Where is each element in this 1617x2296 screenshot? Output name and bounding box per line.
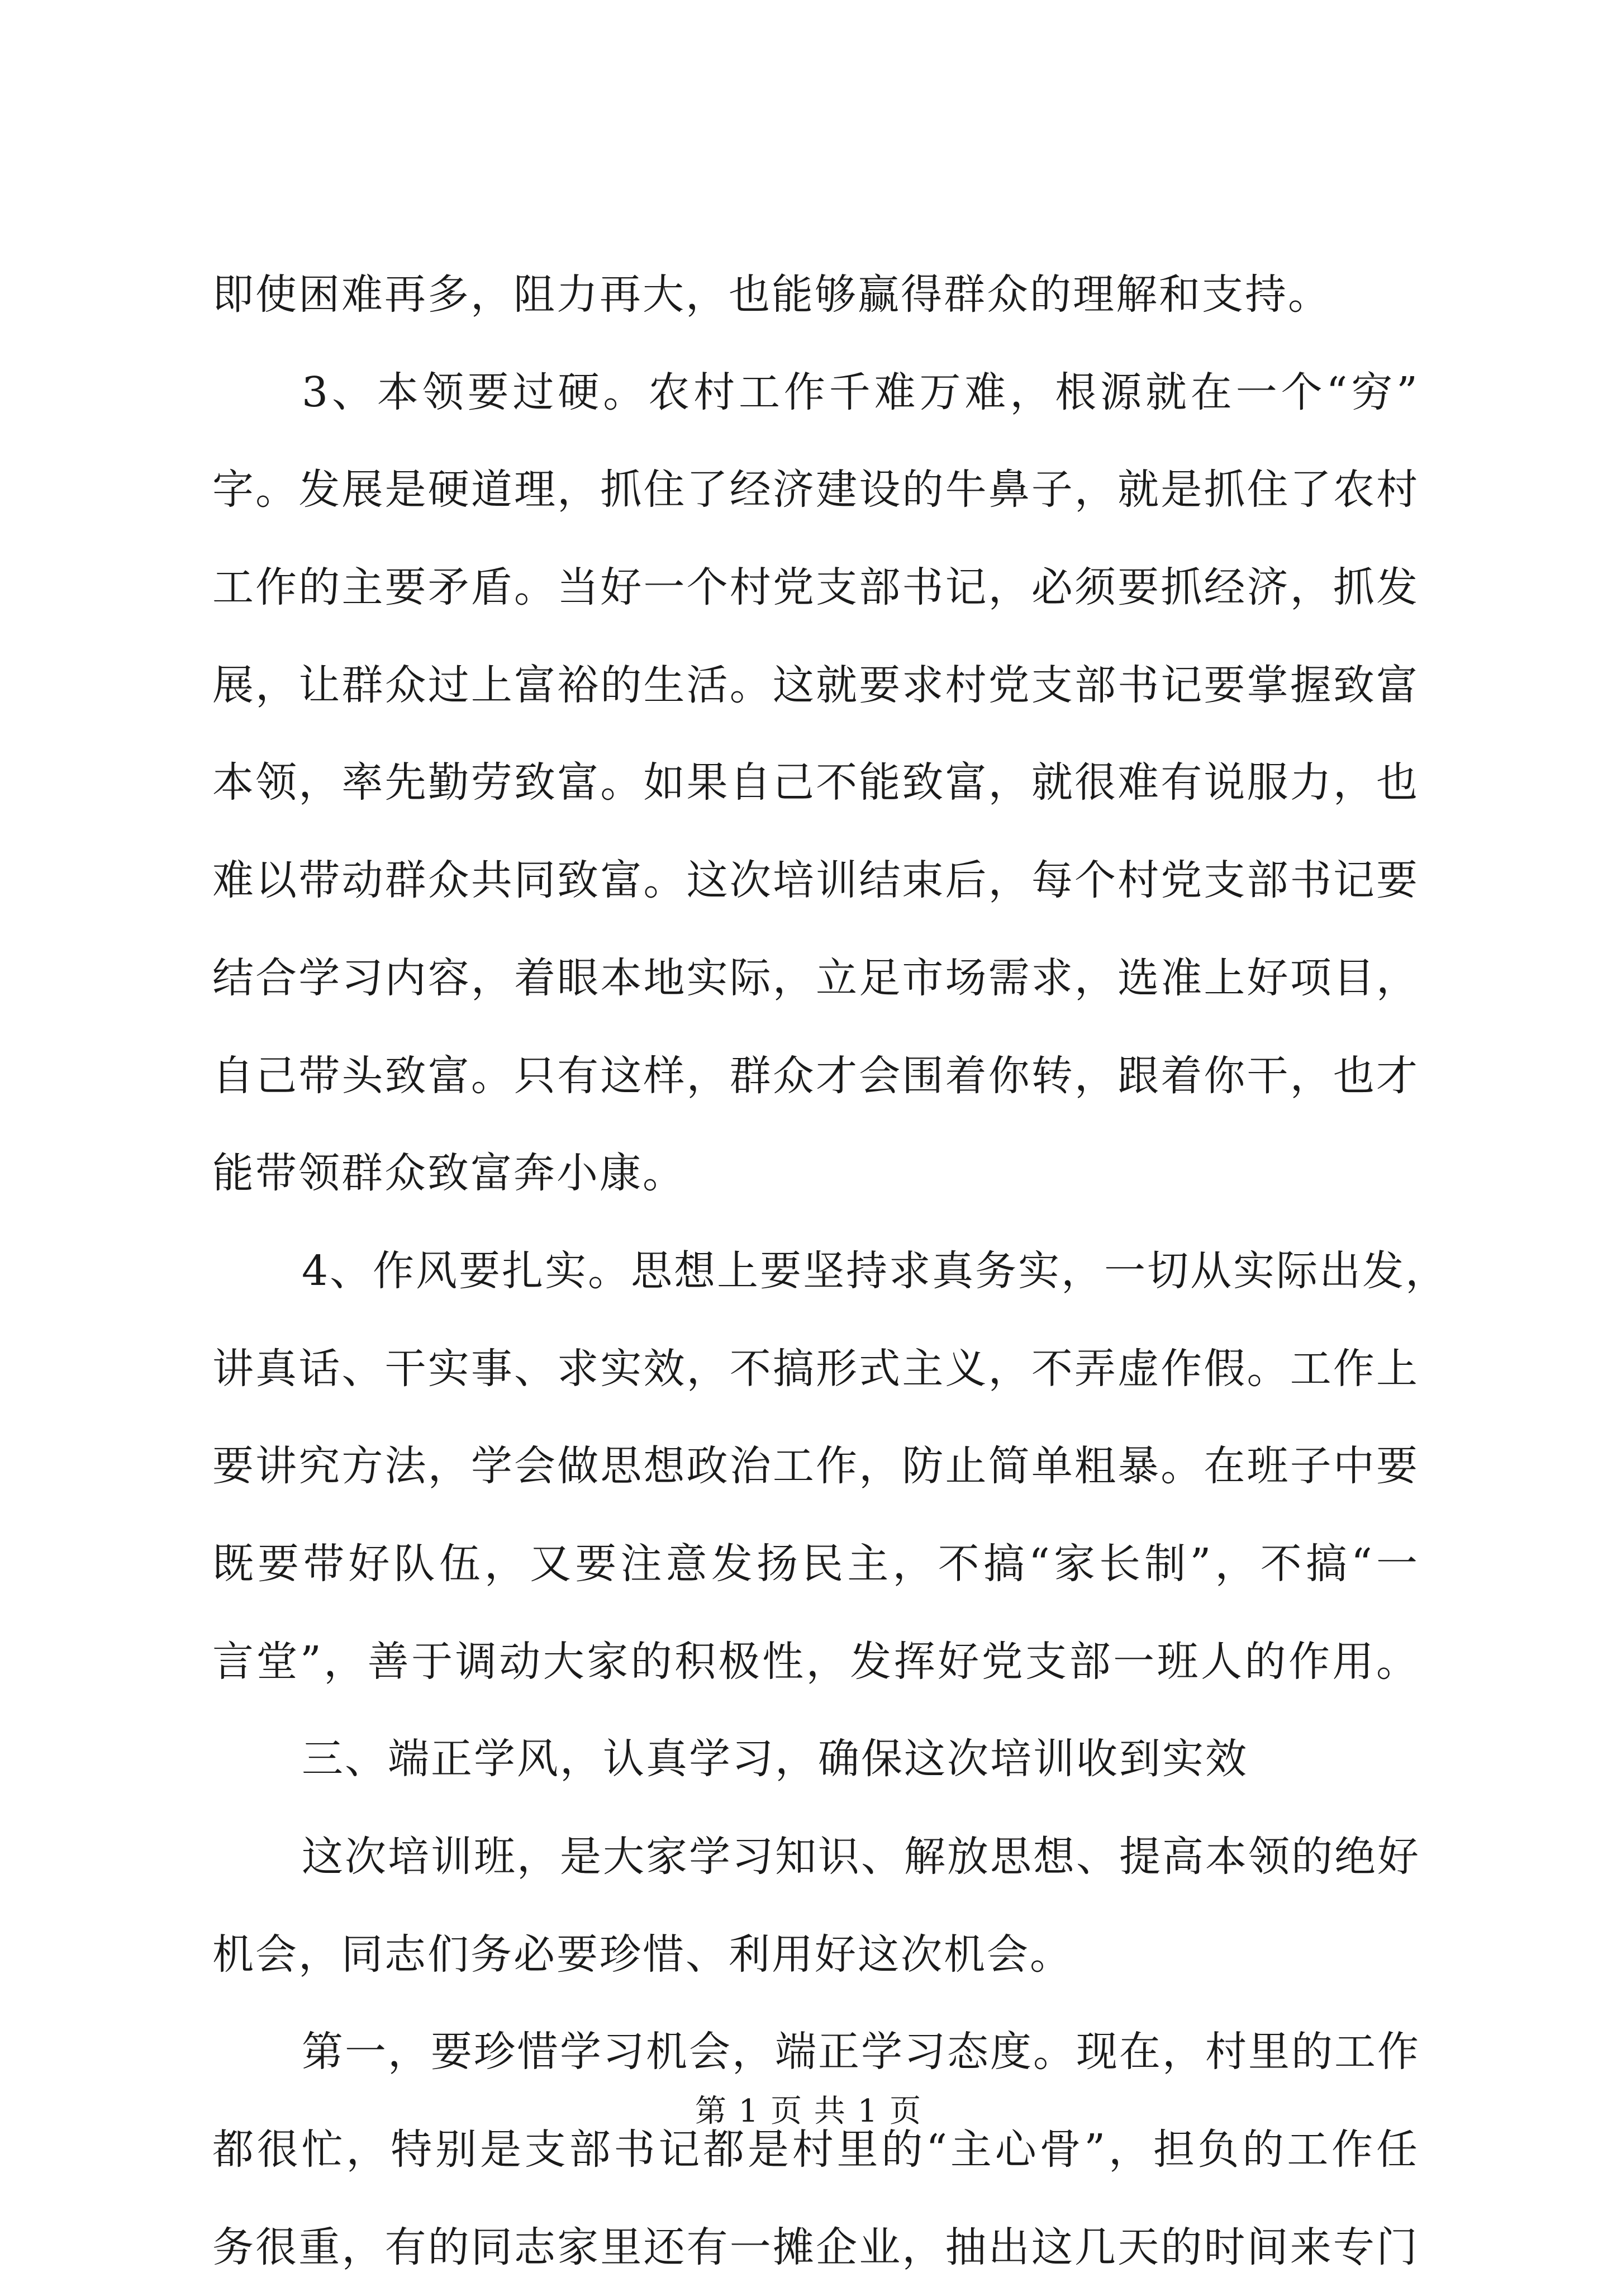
text-line: 这次培训班，是大家学习知识、解放思想、提高本领的绝好 bbox=[302, 1833, 1420, 1881]
text-line: 工作的主要矛盾。当好一个村党支部书记，必须要抓经济，抓发 bbox=[212, 563, 1419, 612]
text-line: 难以带动群众共同致富。这次培训结束后，每个村党支部书记要 bbox=[212, 856, 1419, 905]
text-line: 三、端正学风，认真学习，确保这次培训收到实效 bbox=[302, 1735, 1248, 1783]
text-line: 字。发展是硬道理，抓住了经济建设的牛鼻子，就是抓住了农村 bbox=[212, 466, 1419, 514]
text-line: 展，让群众过上富裕的生活。这就要求村党支部书记要掌握致富 bbox=[212, 661, 1419, 709]
text-line: 言堂”，善于调动大家的积极性，发挥好党支部一班人的作用。 bbox=[212, 1637, 1419, 1686]
text-line: 要讲究方法，学会做思想政治工作，防止简单粗暴。在班子中要 bbox=[212, 1442, 1419, 1491]
document-body bbox=[212, 246, 1449, 2296]
text-line: 既要带好队伍，又要注意发扬民主，不搞“家长制”，不搞“一 bbox=[212, 1539, 1419, 1588]
text-line: 第一，要珍惜学习机会，端正学习态度。现在，村里的工作 bbox=[302, 2028, 1420, 2076]
text-line: 结合学习内容，着眼本地实际，立足市场需求，选准上好项目， bbox=[212, 953, 1419, 1002]
text-line: 即使困难再多，阻力再大，也能够赢得群众的理解和支持。 bbox=[212, 271, 1331, 319]
text-line: 自己带头致富。只有这样，群众才会围着你转，跟着你干，也才 bbox=[212, 1051, 1419, 1100]
text-line: 都很忙，特别是支部书记都是村里的“主心骨”，担负的工作任 bbox=[212, 2126, 1419, 2174]
text-line: 机会，同志们务必要珍惜、利用好这次机会。 bbox=[212, 1930, 1073, 1979]
text-line: 务很重，有的同志家里还有一摊企业，抽出这几天的时间来专门 bbox=[212, 2223, 1419, 2271]
text-line: 4、作风要扎实。思想上要坚持求真务实，一切从实际出发， bbox=[302, 1246, 1449, 1295]
text-line: 3、本领要过硬。农村工作千难万难，根源就在一个“穷” bbox=[302, 368, 1419, 416]
text-line: 讲真话、干实事、求实效，不搞形式主义，不弄虚作假。工作上 bbox=[212, 1344, 1419, 1393]
page-footer: 第 1 页 共 1 页 bbox=[695, 2093, 922, 2129]
text-line: 本领，率先勤劳致富。如果自己不能致富，就很难有说服力，也 bbox=[212, 758, 1419, 807]
text-line: 能带领群众致富奔小康。 bbox=[212, 1149, 686, 1198]
